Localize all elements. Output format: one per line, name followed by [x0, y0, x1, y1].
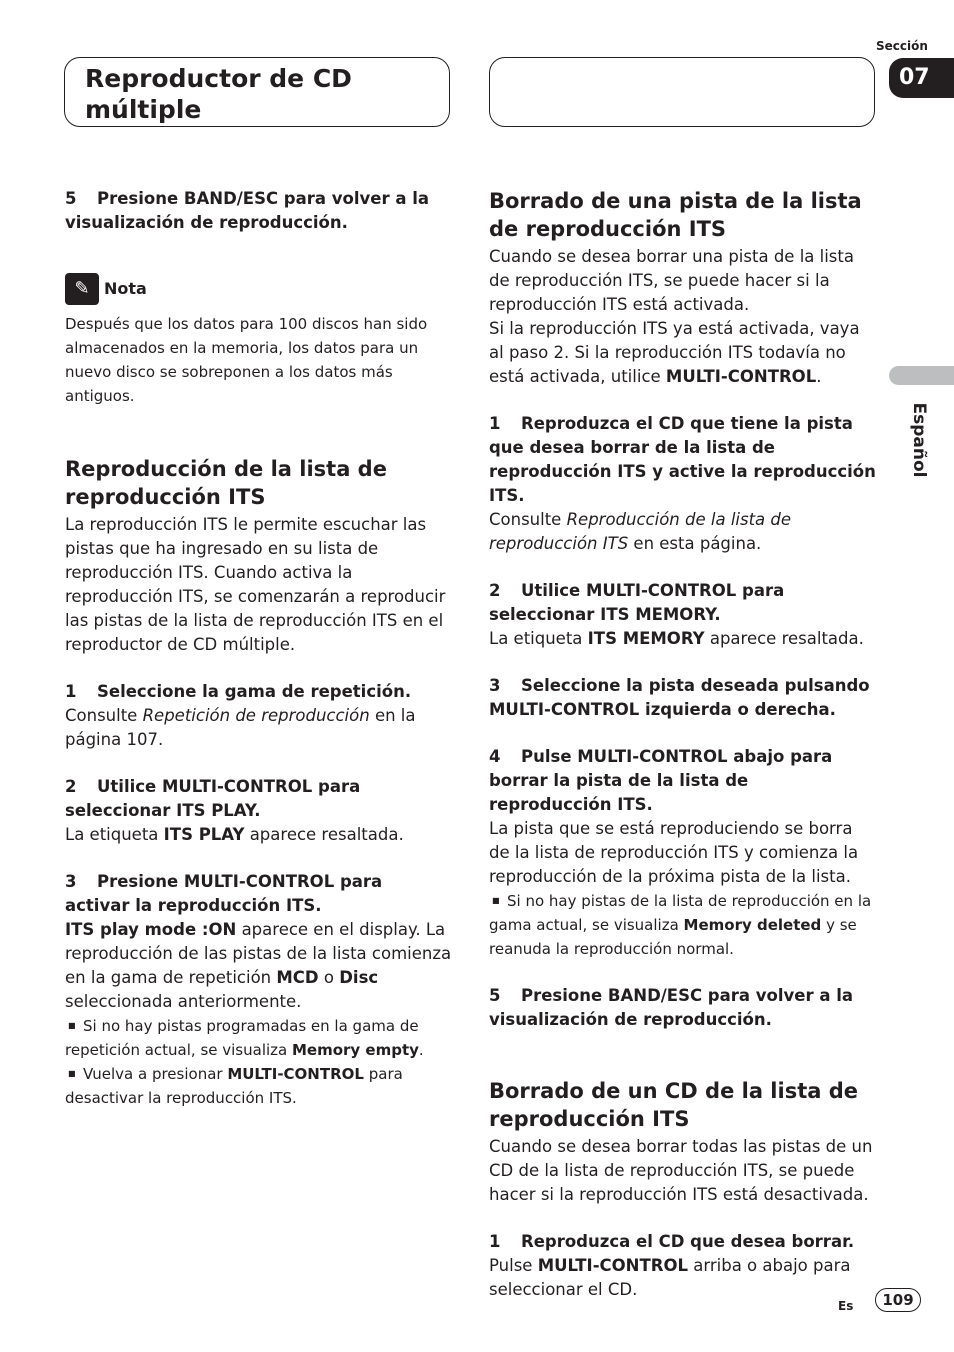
step-heading	[489, 745, 876, 817]
step-detail: La etiqueta ITS PLAY aparece resaltada.	[65, 825, 404, 844]
paragraph: Cuando se desea borrar una pista de la lista de reproducción ITS, se puede hacer si la reproducción ITS está activada.	[489, 247, 854, 314]
paragraph: Cuando se desea borrar todas las pistas de un CD de la lista de reproducción ITS, se puede hacer si la reproducción ITS está desactivada.	[489, 1137, 873, 1204]
step-heading	[489, 1230, 876, 1254]
pencil-note-icon: ✎	[65, 273, 99, 305]
left-column	[65, 187, 452, 1110]
step-heading	[489, 674, 876, 722]
step-text: Utilice MULTI-CONTROL para seleccionar ITS MEMORY.	[489, 581, 785, 624]
step-heading	[489, 984, 876, 1032]
paragraph: La reproducción ITS le permite escuchar las pistas que ha ingresado en su lista de reproducción ITS. Cuando activa la reproducción ITS, se comenzarán a reproducir las pistas de la lista de reproducción ITS en el reproductor de CD múltiple.	[65, 515, 446, 654]
step-detail: ITS play mode :ON aparece en el display. La reproducción de las pistas de la lista comienza en la gama de repetición MCD o Disc seleccionada anteriormente.	[65, 920, 452, 1011]
step-text: Presione MULTI-CONTROL para activar la reproducción ITS.	[65, 872, 383, 915]
language-tab-bar	[889, 366, 954, 385]
step-detail: La etiqueta ITS MEMORY aparece resaltada.	[489, 629, 864, 648]
step-number: 1	[65, 682, 77, 701]
step-number: 1	[489, 414, 501, 433]
cross-reference: Repetición de reproducción	[142, 706, 370, 725]
section-heading: Reproducción de la lista de reproducción ITS	[65, 457, 387, 509]
step-detail: Pulse MULTI-CONTROL arriba o abajo para seleccionar el CD.	[489, 1256, 851, 1299]
step-text: Pulse MULTI-CONTROL abajo para borrar la pista de la lista de reproducción ITS.	[489, 747, 833, 814]
step-text: Presione BAND/ESC para volver a la visualización de reproducción.	[489, 986, 854, 1029]
step-heading	[65, 870, 452, 918]
step-detail: La pista que se está reproduciendo se borra de la lista de reproducción ITS y comienza la reproducción de la próxima pista de la lista.	[489, 819, 859, 886]
bullet-item: ■ Si no hay pistas de la lista de reproducción en la gama actual, se visualiza Memory deleted y se reanuda la reproducción normal.	[489, 889, 876, 961]
step-number: 2	[489, 581, 501, 600]
step-number: 4	[489, 747, 501, 766]
step-text: Utilice MULTI-CONTROL para seleccionar ITS PLAY.	[65, 777, 361, 820]
page-number: 109	[875, 1288, 921, 1312]
right-column	[489, 187, 876, 1302]
step-number: 5	[65, 189, 77, 208]
footer-language: Es	[838, 1299, 854, 1313]
section-number-tab: 07	[889, 58, 954, 98]
language-label: Español	[909, 402, 929, 478]
step-number: 2	[65, 777, 77, 796]
bullet-item: ■ Si no hay pistas programadas en la gama de repetición actual, se visualiza Memory empty.	[65, 1014, 452, 1062]
step-heading	[65, 187, 452, 235]
header-title-box	[64, 57, 450, 127]
section-heading: Borrado de un CD de la lista de reproducción ITS	[489, 1079, 858, 1131]
step-text: Reproduzca el CD que desea borrar.	[521, 1232, 855, 1251]
step-number: 3	[489, 676, 501, 695]
bullet-item: ■ Vuelva a presionar MULTI-CONTROL para desactivar la reproducción ITS.	[65, 1062, 452, 1110]
note-header	[65, 272, 452, 306]
note-text: Después que los datos para 100 discos han sido almacenados en la memoria, los datos para un nuevo disco se sobreponen a los datos más antiguos.	[65, 315, 428, 405]
note-label: Nota	[104, 279, 147, 298]
step-detail: Consulte Reproducción de la lista de reproducción ITS en esta página.	[489, 510, 792, 553]
header-empty-box	[489, 57, 875, 127]
cross-reference: Reproducción de la lista de reproducción ITS	[489, 510, 792, 553]
step-number: 5	[489, 986, 501, 1005]
step-text: Presione BAND/ESC para volver a la visualización de reproducción.	[65, 189, 430, 232]
step-text: Seleccione la pista deseada pulsando MULTI-CONTROL izquierda o derecha.	[489, 676, 870, 719]
step-text: Reproduzca el CD que tiene la pista que desea borrar de la lista de reproducción ITS y active la reproducción ITS.	[489, 414, 876, 505]
step-text: Seleccione la gama de repetición.	[97, 682, 412, 701]
page-title: Reproductor de CD múltiple	[85, 64, 352, 124]
step-detail: Consulte Repetición de reproducción en la página 107.	[65, 706, 416, 749]
step-heading	[489, 412, 876, 508]
step-heading	[65, 680, 452, 704]
step-heading	[65, 775, 452, 823]
section-heading: Borrado de una pista de la lista de reproducción ITS	[489, 189, 862, 241]
section-label: Sección	[876, 39, 928, 53]
paragraph: Si la reproducción ITS ya está activada, vaya al paso 2. Si la reproducción ITS todavía no está activada, utilice MULTI-CONTROL.	[489, 319, 860, 386]
step-number: 3	[65, 872, 77, 891]
step-heading	[489, 579, 876, 627]
step-number: 1	[489, 1232, 501, 1251]
